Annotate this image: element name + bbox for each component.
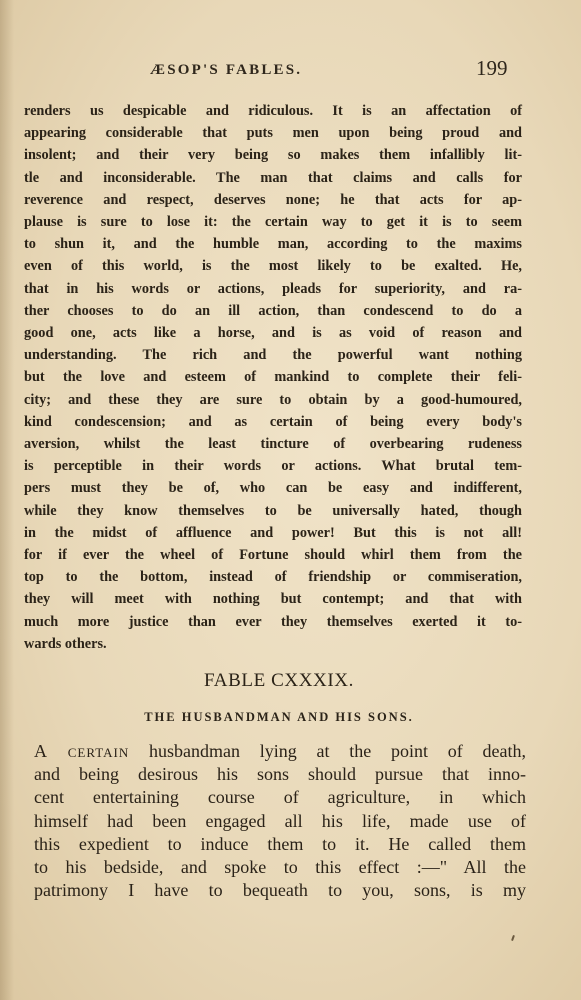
text-line: but the love and esteem of mankind to complete their feli- <box>24 369 522 386</box>
text-line: in the midst of affluence and power! But this is not all! <box>24 524 522 541</box>
text-line: even of this world, is the most likely to be exalted. He, <box>24 258 522 275</box>
text-line: top to the bottom, instead of friendship or commiseration, <box>24 569 522 586</box>
text-line: plause is sure to lose it: the certain way to get it is to seem <box>24 214 522 231</box>
text-line: reverence and respect, deserves none; he that acts for ap- <box>24 191 522 208</box>
fable-heading: FABLE CXXXIX. <box>204 670 354 691</box>
text-line: is perceptible in their words or actions. What brutal tem- <box>24 458 522 475</box>
fable-opening-word: A certain <box>34 741 130 761</box>
running-header <box>0 56 581 86</box>
text-line: patrimony I have to bequeath to you, sons, is my <box>34 880 526 901</box>
fable-subtitle: THE HUSBANDMAN AND HIS SONS. <box>144 710 414 724</box>
text-line: renders us despicable and ridiculous. It is an affectation of <box>24 103 522 119</box>
text-line: pers must they be of, who can be easy and indifferent, <box>24 480 522 497</box>
previous-fable-moral-text <box>24 100 522 655</box>
text-line: that in his words or actions, pleads for superiority, and ra- <box>24 280 522 297</box>
text-line: while they know themselves to be universally hated, though <box>24 502 522 519</box>
text-line: to shun it, and the humble man, according to the maxims <box>24 236 522 253</box>
text-line: and being desirous his sons should pursue that inno- <box>34 764 526 785</box>
text-line: ther chooses to do an ill action, than condescend to do a <box>24 302 522 319</box>
ink-speck <box>511 935 515 941</box>
page-gutter-shadow <box>0 0 14 1000</box>
text-line: tle and inconsiderable. The man that claims and calls for <box>24 169 522 186</box>
text-line: insolent; and their very being so makes them infallibly lit- <box>24 147 522 164</box>
text-line: for if ever the wheel of Fortune should whirl them from the <box>24 547 522 564</box>
text-line: to his bedside, and spoke to this effect :—" All the <box>34 857 526 878</box>
text-line: appearing considerable that puts men upon being proud and <box>24 125 522 142</box>
text-line: aversion, whilst the least tincture of overbearing rudeness <box>24 436 522 453</box>
text-line: they will meet with nothing but contempt; and that with <box>24 591 522 608</box>
text-line: good one, acts like a horse, and is as void of reason and <box>24 325 522 342</box>
text-line: husbandman lying at the point of death, <box>129 741 527 761</box>
text-line: much more justice than ever they themselves exerted it to- <box>24 613 522 630</box>
text-line: this expedient to induce them to it. He called them <box>34 833 526 854</box>
text-line: kind condescension; and as certain of being every body's <box>24 413 522 430</box>
text-line: himself had been engaged all his life, made use of <box>34 810 526 831</box>
text-line: city; and these they are sure to obtain by a good-humoured, <box>24 391 522 408</box>
fable-body-text <box>34 740 526 902</box>
running-title: ÆSOP'S FABLES. <box>150 62 303 78</box>
text-line: wards others. <box>24 635 107 652</box>
text-line: cent entertaining course of agriculture, in which <box>34 787 526 808</box>
text-line: understanding. The rich and the powerful want nothing <box>24 347 522 364</box>
fable-first-line <box>34 740 526 763</box>
page-number: 199 <box>476 56 508 80</box>
